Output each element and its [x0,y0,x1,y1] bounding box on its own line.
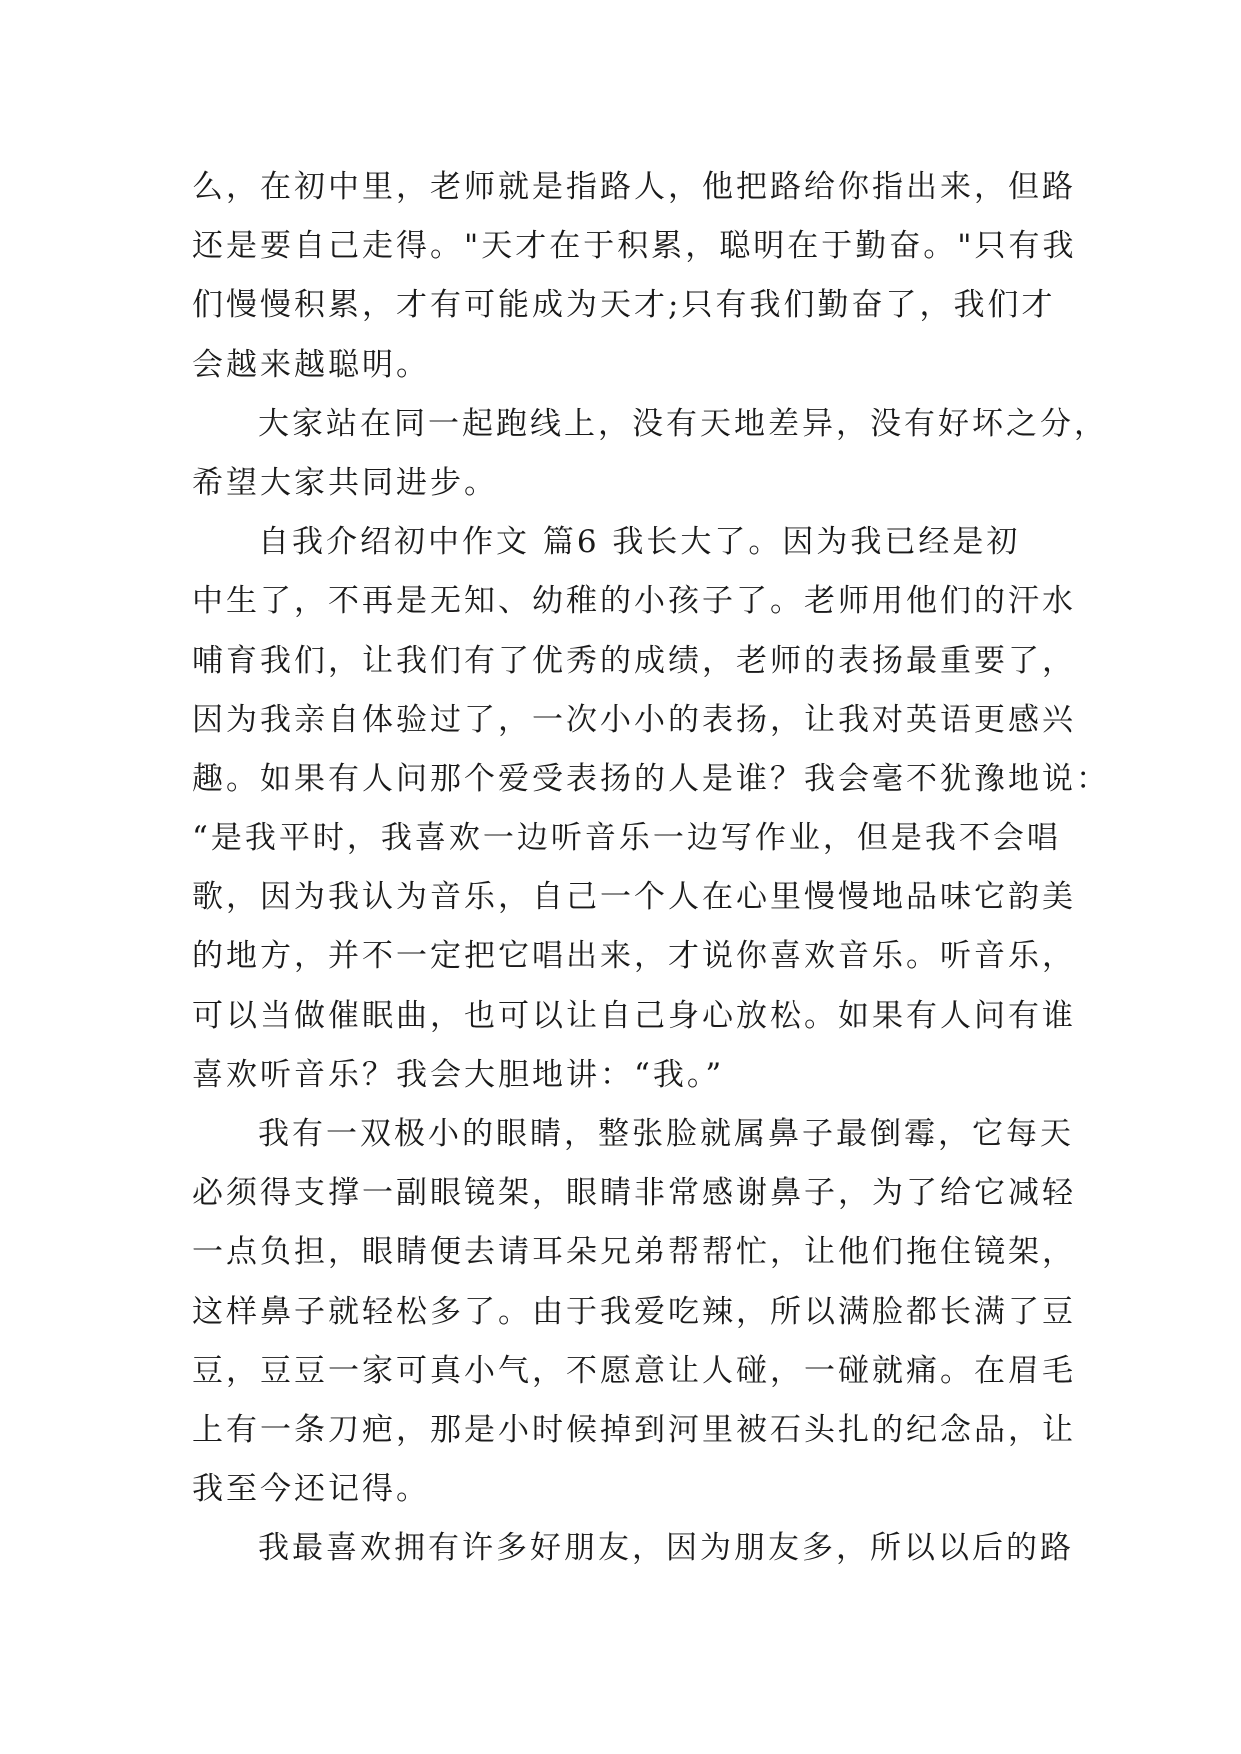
text-line: 我有一双极小的眼睛，整张脸就属鼻子最倒霉，它每天 [258,1116,1074,1152]
text-line: 必须得支撑一副眼镜架，眼睛非常感谢鼻子，为了给它减轻 [192,1175,1076,1212]
text-line: 的地方，并不一定把它唱出来，才说你喜欢音乐。听音乐， [192,938,1076,975]
text-line: 还是要自己走得。"天才在于积累，聪明在于勤奋。"只有我 [192,228,1077,265]
text-line: 我至今还记得。 [192,1471,430,1508]
text-line: 希望大家共同进步。 [192,464,498,501]
document-body [192,158,1110,1579]
text-line: 们慢慢积累，才有可能成为天才;只有我们勤奋了，我们才 [192,287,1056,324]
text-line: 会越来越聪明。 [192,346,430,383]
text-line: 趣。如果有人问那个爱受表扬的人是谁？我会毫不犹豫地说： [192,760,1110,797]
text-line: 自我介绍初中作文 篇6 我长大了。因为我已经是初 [258,524,1021,561]
text-line: 么，在初中里，老师就是指路人，他把路给你指出来，但路 [192,169,1076,205]
text-line: 喜欢听音乐？我会大胆地讲：“我。” [192,1056,725,1093]
text-line: 这样鼻子就轻松多了。由于我爱吃辣，所以满脸都长满了豆 [192,1293,1076,1330]
text-line: 一点负担，眼睛便去请耳朵兄弟帮帮忙，让他们拖住镜架， [192,1234,1076,1271]
text-line: 因为我亲自体验过了，一次小小的表扬，让我对英语更感兴 [192,701,1076,738]
text-line: 中生了，不再是无知、幼稚的小孩子了。老师用他们的汗水 [192,583,1076,620]
text-line: 可以当做催眠曲，也可以让自己身心放松。如果有人问有谁 [192,997,1076,1034]
text-line: 哺育我们，让我们有了优秀的成绩，老师的表扬最重要了， [192,642,1076,679]
text-line: 我最喜欢拥有许多好朋友，因为朋友多，所以以后的路 [258,1530,1074,1567]
text-line: “是我平时，我喜欢一边听音乐一边写作业，但是我不会唱 [192,820,1061,857]
text-line: 豆，豆豆一家可真小气，不愿意让人碰，一碰就痛。在眉毛 [192,1352,1076,1389]
text-line: 大家站在同一起跑线上，没有天地差异，没有好坏之分， [258,405,1108,442]
text-line: 歌，因为我认为音乐，自己一个人在心里慢慢地品味它韵美 [192,879,1076,916]
text-line: 上有一条刀疤，那是小时候掉到河里被石头扎的纪念品，让 [192,1411,1076,1448]
